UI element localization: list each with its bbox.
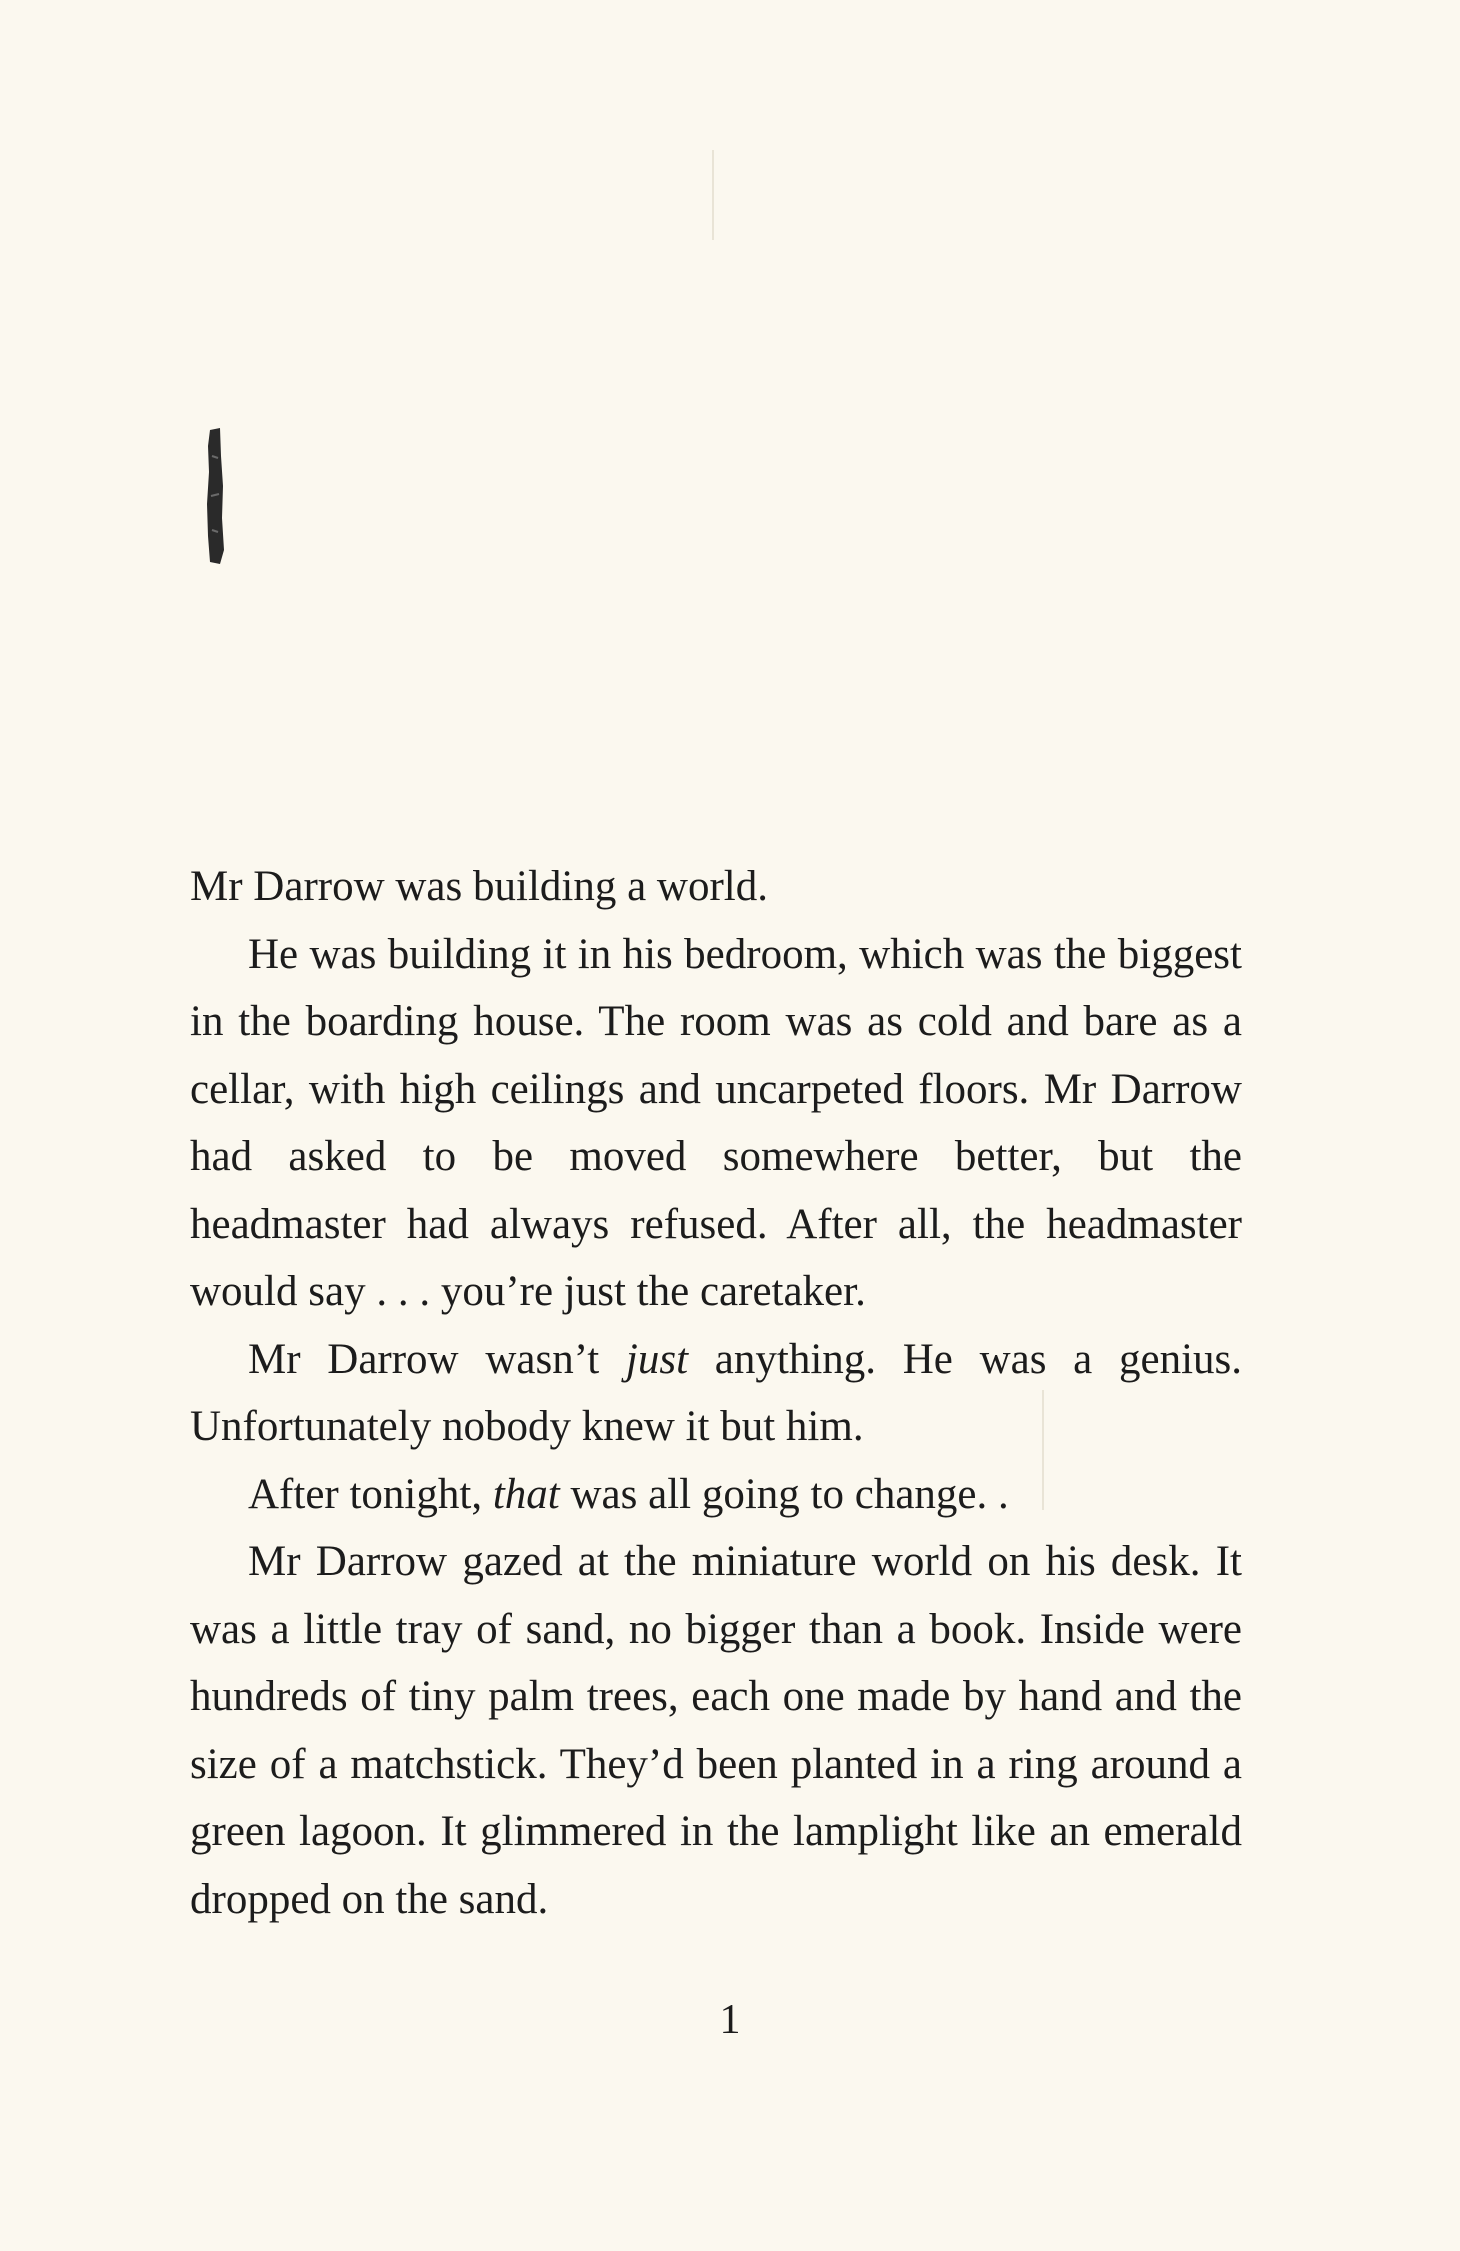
paragraph [190,921,1242,1326]
paragraph [190,1326,1242,1461]
text-run: Mr Darrow wasn’t [248,1335,626,1383]
chapter-number-mark [196,426,236,566]
page-crease [712,150,714,240]
text-run: After tonight, [248,1470,493,1518]
page-number: 1 [719,1997,741,2043]
text-run: He was building it in his bedroom, which was the biggest in the boarding house. The room was as cold and bare as a cellar, with high ceilings and uncarpeted floors. Mr Darrow had asked to be moved somewhere better, but the headmaster had always refused. After all, the headmaster would say . . . you’re just the caretaker. [190,930,1242,1315]
paragraph [190,1461,1242,1529]
text-run: was all going to change. . [559,1470,1009,1518]
text-run: anything. He was a genius. Unfortunately nobody knew it but him. [190,1335,1243,1450]
italic-text: just [625,1335,689,1383]
italic-text: that [492,1470,560,1518]
paragraph [190,853,1242,921]
paragraph [190,1528,1242,1933]
text-run: Mr Darrow was building a world. [190,863,769,910]
body-text [190,853,1242,1933]
text-run: Mr Darrow gazed at the miniature world on his desk. It was a little tray of sand, no bigger than a book. Inside were hundreds of tiny palm trees, each one made by hand and the size of a matchstick. They’d been planted in a ring around a green lagoon. It glimmered in the lamplight like an emerald dropped on the sand. [190,1538,1242,1923]
